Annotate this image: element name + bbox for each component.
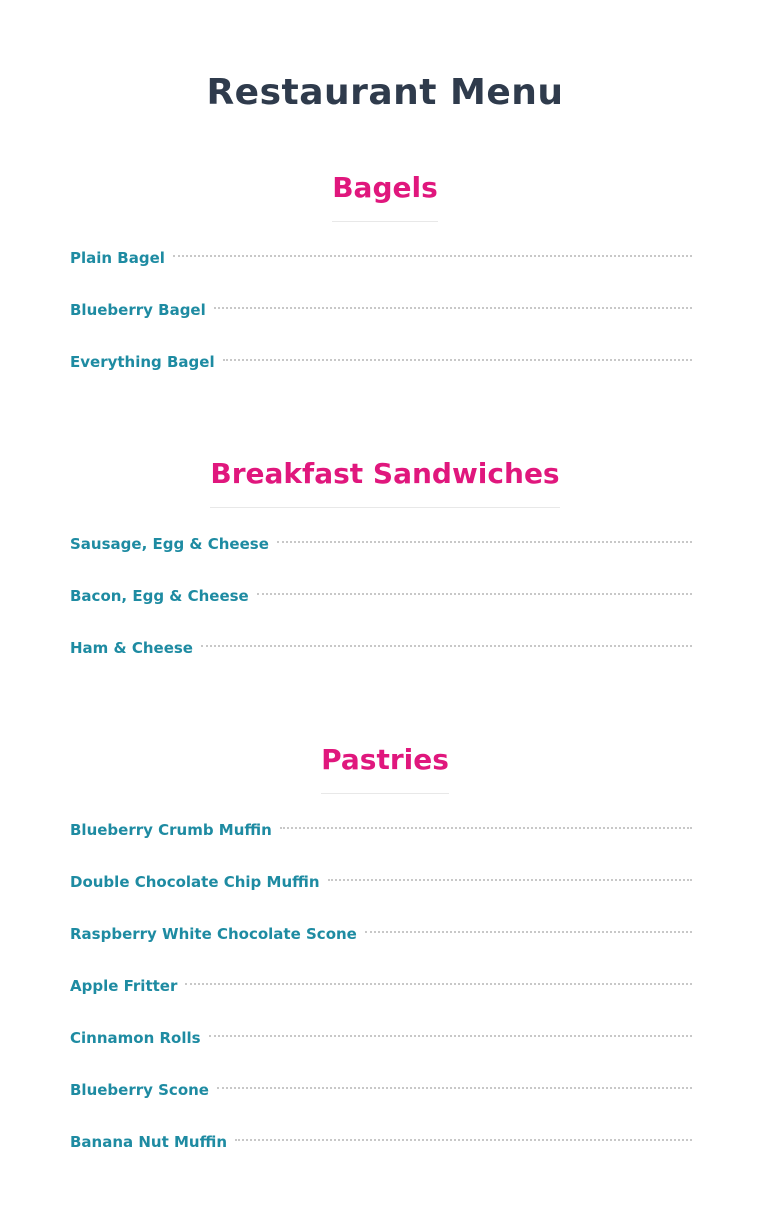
menu-item-name: Plain Bagel xyxy=(70,249,165,267)
leader-dots xyxy=(209,1035,692,1037)
leader-dots xyxy=(223,359,692,361)
leader-dots xyxy=(257,593,692,595)
section-header xyxy=(0,454,770,518)
menu-item[interactable] xyxy=(70,975,692,1027)
page-title: Restaurant Menu xyxy=(206,72,564,113)
leader-dots xyxy=(217,1087,692,1089)
menu-item-name: Blueberry Bagel xyxy=(70,301,206,319)
leader-dots xyxy=(173,255,692,257)
menu-item-name: Everything Bagel xyxy=(70,353,215,371)
menu-item-name: Ham & Cheese xyxy=(70,639,193,657)
section-header xyxy=(0,168,770,232)
menu-item-list xyxy=(0,247,770,403)
menu-item-name: Raspberry White Chocolate Scone xyxy=(70,925,357,943)
menu-item[interactable] xyxy=(70,871,692,923)
leader-dots xyxy=(201,645,692,647)
menu-item-name: Bacon, Egg & Cheese xyxy=(70,587,249,605)
menu-item[interactable] xyxy=(70,247,692,299)
leader-dots xyxy=(280,827,692,829)
menu-item[interactable] xyxy=(70,299,692,351)
leader-dots xyxy=(235,1139,692,1141)
menu-item-name: Cinnamon Rolls xyxy=(70,1029,201,1047)
menu-item[interactable] xyxy=(70,533,692,585)
menu-item-name: Blueberry Crumb Muffin xyxy=(70,821,272,839)
section-title: Breakfast Sandwiches xyxy=(206,454,563,508)
menu-item-list xyxy=(0,533,770,689)
leader-dots xyxy=(277,541,692,543)
menu-item-name: Double Chocolate Chip Muffin xyxy=(70,873,320,891)
menu-item-name: Banana Nut Muffin xyxy=(70,1133,228,1151)
menu-item[interactable] xyxy=(70,1027,692,1079)
menu-section-bagels xyxy=(0,168,770,403)
menu-item[interactable] xyxy=(70,637,692,689)
menu-item[interactable] xyxy=(70,1079,692,1131)
menu-section-pastries xyxy=(0,740,770,1183)
menu-item-name: Sausage, Egg & Cheese xyxy=(70,535,269,553)
menu-item-list xyxy=(0,819,770,1183)
menu-item[interactable] xyxy=(70,585,692,637)
menu-item[interactable] xyxy=(70,923,692,975)
section-title: Bagels xyxy=(328,168,442,222)
section-header xyxy=(0,740,770,804)
menu-item-name: Blueberry Scone xyxy=(70,1081,209,1099)
menu-section-breakfast-sandwiches xyxy=(0,454,770,689)
leader-dots xyxy=(365,931,692,933)
menu-item[interactable] xyxy=(70,819,692,871)
menu-item[interactable] xyxy=(70,1131,692,1183)
menu-item-name: Apple Fritter xyxy=(70,977,178,995)
leader-dots xyxy=(185,983,692,985)
menu-item[interactable] xyxy=(70,351,692,403)
section-title: Pastries xyxy=(317,740,453,794)
leader-dots xyxy=(214,307,692,309)
leader-dots xyxy=(328,879,692,881)
